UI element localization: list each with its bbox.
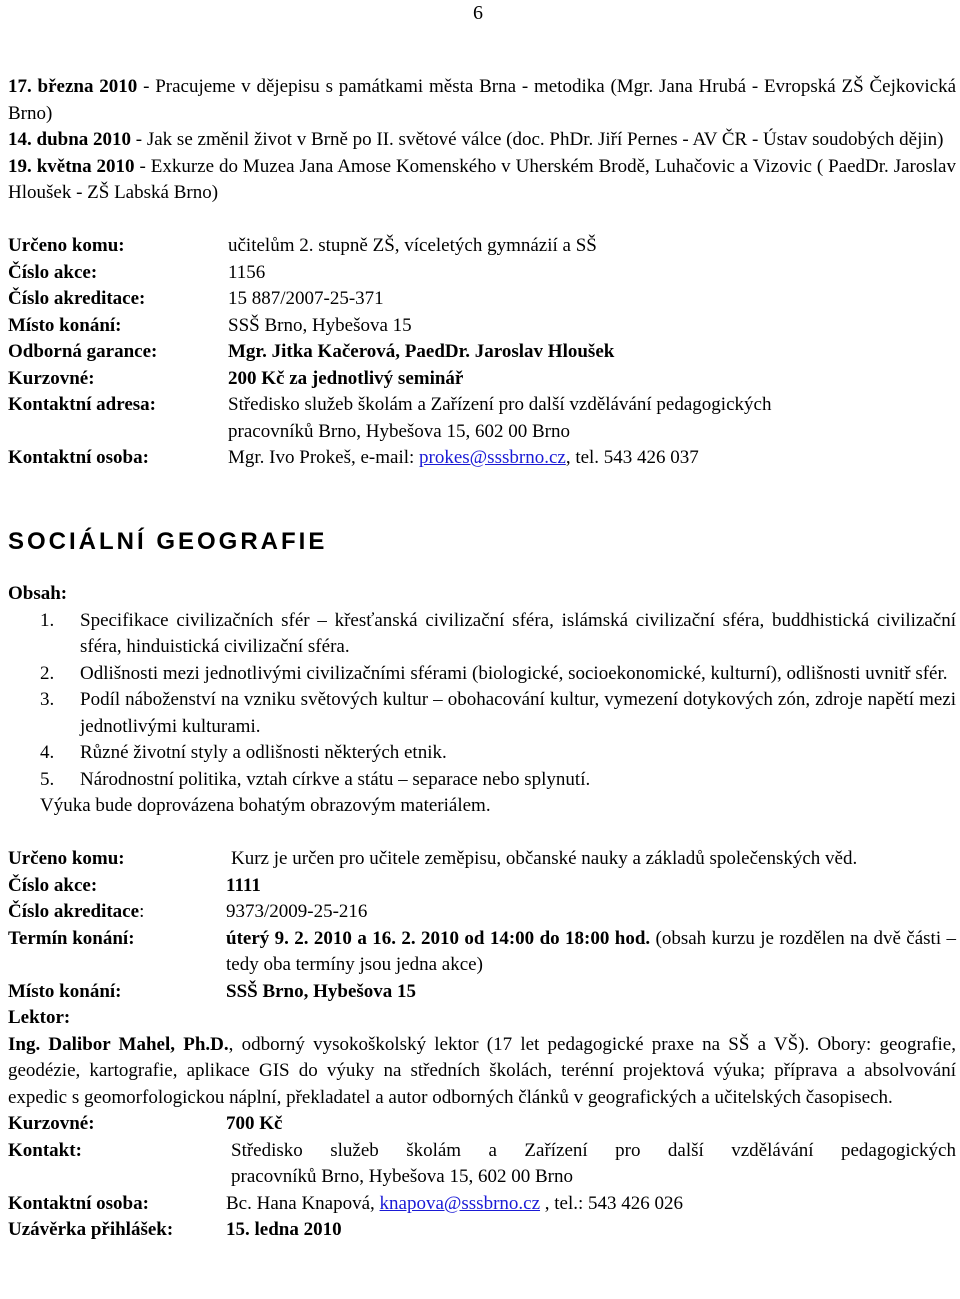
course2-misto-row: Místo konání: SSŠ Brno, Hybešova 15: [8, 980, 417, 1002]
list-item: 4. Různé životní styly a odlišnosti některých etnik.: [40, 742, 447, 763]
course1-osoba-row: Kontaktní osoba: Mgr. Ivo Prokeš, e-mail: prokes@sssbrno.cz, tel. 543 426 037: [8, 447, 699, 468]
course2-kurzovne-row: Kurzovné: 700 Kč: [8, 1113, 283, 1134]
email-link[interactable]: prokes@sssbrno.cz: [419, 447, 566, 468]
course2-lektor-desc: Ing. Dalibor Mahel, Ph.D., odborný vysokoškolský lektor (17 let pedagogické praxe na SŠ a VŠ). Obory: geografie, geodézie, kartografie, aplikace GIS do výuky na středních školách, terénní projektová výuka; příprava a absolvování expedic s geomorfologickou náplní, překladatel a autor odborných článků v geografických a učitelských časopisech.: [8, 1033, 956, 1108]
list-item: 3. Podíl náboženství na vzniku světových kultur – obohacování kultur, vymezení dotykových zón, zdroje napětí mezi jednotlivými kulturami.: [40, 689, 956, 737]
course1-akreditace-row: Číslo akreditace: 15 887/2007-25-371: [8, 288, 384, 309]
event-item: 14. dubna 2010 - Jak se změnil život v Brně po II. světové válce (doc. PhDr. Jiří Pernes - AV ČR - Ústav soudobých dějin): [8, 129, 944, 150]
course2-akreditace-row: Číslo akreditace: 9373/2009-25-216: [8, 901, 368, 922]
list-item: 5. Národnostní politika, vztah církve a státu – separace nebo splynutí.: [40, 768, 591, 790]
event-list: [8, 74, 956, 207]
obsah-label: Obsah:: [8, 583, 68, 604]
event-item: 19. května 2010 - Exkurze do Muzea Jana Amose Komenského v Uherském Brodě, Luhačovic a Vizovic ( PaedDr. Jaroslav Hloušek - ZŠ Labská Brno): [8, 155, 956, 203]
course1-misto-row: Místo konání: SSŠ Brno, Hybešova 15: [8, 314, 412, 336]
urceno-label: Určeno komu:: [8, 235, 125, 256]
obsah-section: [8, 581, 956, 820]
course2-uzaverka-row: Uzávěrka přihlášek: 15. ledna 2010: [8, 1219, 342, 1240]
course1-garance-row: Odborná garance: Mgr. Jitka Kačerová, PaedDr. Jaroslav Hloušek: [8, 341, 615, 362]
section-title: SOCIÁLNÍ GEOGRAFIE: [8, 528, 328, 555]
email-link[interactable]: knapova@sssbrno.cz: [379, 1192, 541, 1214]
course2-lektor-row: Lektor:: [8, 1007, 71, 1028]
course1-kurzovne-row: Kurzovné: 200 Kč za jednotlivý seminář: [8, 367, 464, 389]
course1-adresa-row: Kontaktní adresa: Středisko služeb školám a Zařízení pro další vzdělávání pedagogických: [8, 394, 772, 415]
course1-cislo-akce-row: Číslo akce: 1156: [8, 261, 266, 283]
obsah-note: Výuka bude doprovázena bohatým obrazovým materiálem.: [40, 795, 491, 816]
course1-details: [8, 233, 956, 472]
course1-adresa-row2: pracovníků Brno, Hybešova 15, 602 00 Brno: [228, 420, 570, 442]
list-item: 2. Odlišnosti mezi jednotlivými civilizačními sférami (biologické, socioekonomické, kulturní), odlišnosti uvnitř sfér.: [40, 662, 948, 684]
course2-cislo-akce-row: Číslo akce: 1111: [8, 874, 261, 896]
course2-details: [8, 846, 956, 1244]
course2-urceno-row: Určeno komu: Kurz je určen pro učitele zeměpisu, občanské nauky a základů společenských věd.: [8, 848, 858, 869]
course2-termin-row: Termín konání: úterý 9. 2. 2010 a 16. 2. 2010 od 14:00 do 18:00 hod. (obsah kurzu je rozdělen na dvě části – tedy oba termíny jsou jedna akce): [8, 927, 956, 975]
page-number: 6: [473, 2, 483, 24]
urceno-value: učitelům 2. stupně ZŠ, víceletých gymnázií a SŠ: [228, 235, 597, 256]
event-item: 17. března 2010 - Pracujeme v dějepisu s památkami města Brna - metodika (Mgr. Jana Hrubá - Evropská ZŠ Čejkovická Brno): [8, 76, 957, 124]
course2-osoba-row: Kontaktní osoba: Bc. Hana Knapová, knapova@sssbrno.cz , tel.: 543 426 026: [8, 1192, 684, 1214]
list-item: 1. Specifikace civilizačních sfér – křesťanská civilizační sféra, islámská civilizační sféra, buddhistická civilizační sféra, hinduistická civilizační sféra.: [40, 609, 956, 657]
course2-kontakt-row: Kontakt: Středisko služeb školám a Zařízení pro další vzdělávání pedagogických pracovníků Brno, Hybešova 15, 602 00 Brno: [8, 1139, 956, 1187]
course1-urceno-row: [8, 233, 956, 260]
